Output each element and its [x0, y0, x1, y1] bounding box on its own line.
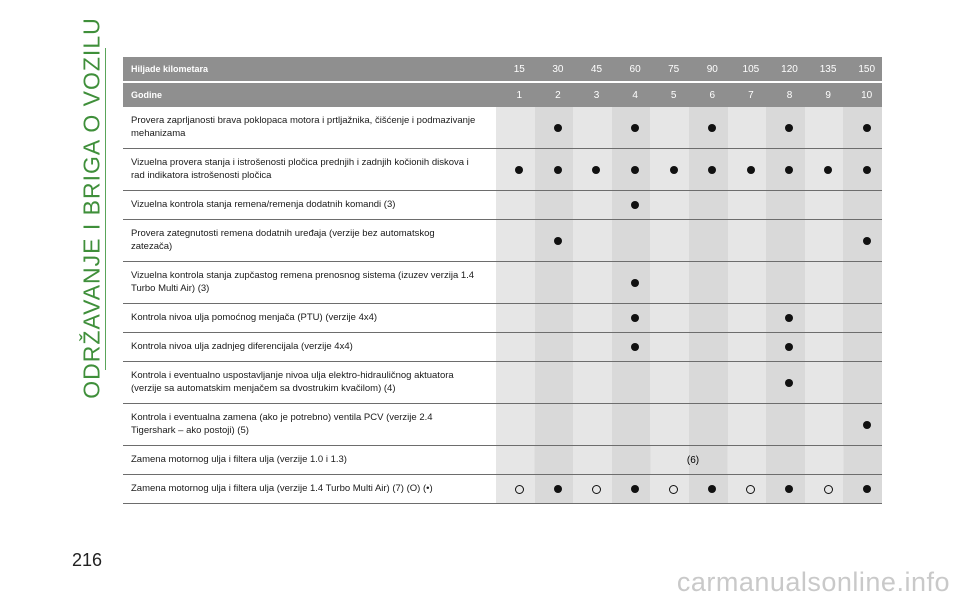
filled-dot-icon — [631, 485, 639, 493]
interval-cell — [496, 191, 535, 219]
header-km-cell: 120 — [781, 63, 798, 75]
interval-cell — [573, 149, 612, 190]
filled-dot-icon — [785, 314, 793, 322]
header-years-label: Godine — [131, 90, 162, 100]
interval-cell — [843, 404, 882, 445]
row-label: Vizuelna provera stanja i istrošenosti pločica prednjih i zadnjih kočionih diskova i rad indikatora istrošenosti pločica — [131, 157, 469, 181]
interval-cell — [612, 304, 651, 332]
interval-cell — [766, 404, 805, 445]
interval-cell — [728, 333, 767, 361]
interval-cell — [805, 404, 844, 445]
hollow-circle-icon — [824, 485, 833, 494]
header-km-cell: 15 — [513, 63, 525, 75]
interval-cell — [689, 262, 728, 303]
filled-dot-icon — [708, 124, 716, 132]
interval-cell — [728, 475, 767, 503]
interval-cell — [496, 107, 535, 148]
interval-cell — [612, 262, 651, 303]
header-year-cell: 6 — [709, 89, 716, 101]
header-year-cell: 3 — [593, 89, 600, 101]
interval-cell — [650, 404, 689, 445]
header-row-years — [123, 83, 882, 107]
filled-dot-icon — [863, 166, 871, 174]
interval-cell — [612, 107, 651, 148]
watermark: carmanualsonline.info — [676, 567, 950, 597]
interval-cell — [535, 220, 574, 261]
interval-cell — [612, 220, 651, 261]
filled-dot-icon — [631, 343, 639, 351]
table-row — [123, 404, 882, 446]
side-title-area — [62, 17, 122, 399]
filled-dot-icon — [554, 166, 562, 174]
interval-cell — [689, 107, 728, 148]
interval-cell — [843, 262, 882, 303]
interval-cell — [689, 362, 728, 403]
interval-cell — [728, 220, 767, 261]
row-label: Kontrola nivoa ulja zadnjeg diferencijala (verzije 4x4) — [131, 341, 353, 352]
row-label: Kontrola nivoa ulja pomoćnog menjača (PTU) (verzije 4x4) — [131, 312, 378, 323]
header-year-cell: 1 — [516, 89, 523, 101]
row-label: Vizuelna kontrola stanja zupčastog remena prenosnog sistema (izuzev verzija 1.4 Turbo Multi Air) (3) — [131, 270, 475, 294]
interval-cell — [573, 404, 612, 445]
interval-cell — [728, 404, 767, 445]
header-km-cell: 135 — [819, 63, 837, 75]
filled-dot-icon — [631, 279, 639, 287]
hollow-circle-icon — [515, 485, 524, 494]
header-km-cell: 30 — [552, 63, 564, 75]
interval-cell — [573, 220, 612, 261]
table-row — [123, 220, 882, 262]
interval-cell — [535, 262, 574, 303]
interval-cell — [766, 304, 805, 332]
filled-dot-icon — [554, 124, 562, 132]
interval-cell — [496, 475, 535, 503]
side-title-rule — [105, 48, 106, 370]
schedule-rows — [123, 107, 882, 504]
filled-dot-icon — [515, 166, 523, 174]
hollow-circle-icon — [746, 485, 755, 494]
side-title: ODRŽAVANJE I BRIGA O VOZILU — [78, 17, 105, 399]
interval-cell — [496, 220, 535, 261]
interval-cell — [805, 475, 844, 503]
interval-cell — [573, 191, 612, 219]
maintenance-schedule-table — [123, 57, 882, 504]
table-row — [123, 446, 882, 475]
table-row — [123, 149, 882, 191]
row-label: Kontrola i eventualno uspostavljanje nivoa ulja elektro-hidrauličnog aktuatora (verzije sa automatskim menjačem sa dvostrukim kvačilom) (4) — [131, 370, 454, 394]
row-label: Provera zategnutosti remena dodatnih uređaja (verzije bez automatskog zatezača) — [131, 228, 435, 252]
interval-cell — [843, 107, 882, 148]
filled-dot-icon — [785, 379, 793, 387]
interval-cell — [650, 220, 689, 261]
interval-cell — [766, 149, 805, 190]
interval-cell — [689, 475, 728, 503]
filled-dot-icon — [554, 485, 562, 493]
interval-cell — [573, 262, 612, 303]
filled-dot-icon — [631, 124, 639, 132]
interval-cell — [612, 404, 651, 445]
interval-cell — [728, 262, 767, 303]
header-km-cell: 150 — [858, 63, 876, 75]
interval-cell — [650, 262, 689, 303]
filled-dot-icon — [863, 421, 871, 429]
filled-dot-icon — [785, 485, 793, 493]
interval-cell — [689, 304, 728, 332]
filled-dot-icon — [708, 485, 716, 493]
filled-dot-icon — [785, 166, 793, 174]
interval-cell — [766, 362, 805, 403]
interval-cell — [766, 475, 805, 503]
table-row — [123, 333, 882, 362]
interval-cell — [728, 149, 767, 190]
header-km-cell: 105 — [742, 63, 760, 75]
filled-dot-icon — [863, 237, 871, 245]
filled-dot-icon — [554, 237, 562, 245]
interval-cell — [535, 362, 574, 403]
row-label: Zamena motornog ulja i filtera ulja (verzije 1.0 i 1.3) — [131, 454, 347, 465]
interval-cell — [805, 107, 844, 148]
interval-cell — [496, 404, 535, 445]
interval-cell — [612, 333, 651, 361]
interval-cell — [496, 149, 535, 190]
interval-cell — [650, 191, 689, 219]
table-row — [123, 475, 882, 504]
span-note-cell: (6) — [496, 446, 882, 474]
interval-cell — [496, 304, 535, 332]
hollow-circle-icon — [592, 485, 601, 494]
interval-cell — [650, 362, 689, 403]
interval-cell — [650, 475, 689, 503]
interval-cell — [689, 149, 728, 190]
interval-cell — [689, 191, 728, 219]
row-label: Zamena motornog ulja i filtera ulja (verzije 1.4 Turbo Multi Air) (7) (O) (•) — [131, 483, 433, 494]
header-year-cell: 7 — [748, 89, 754, 101]
interval-cell — [573, 107, 612, 148]
interval-cell — [650, 333, 689, 361]
header-year-cell: 5 — [670, 89, 677, 101]
interval-cell — [689, 404, 728, 445]
row-label: Provera zaprljanosti brava poklopaca motora i prtljažnika, čišćenje i podmazivanje mehanizama — [131, 115, 476, 139]
interval-cell — [843, 333, 882, 361]
header-km-cell: 75 — [668, 63, 680, 75]
table-row — [123, 262, 882, 304]
header-km-cell: 45 — [590, 63, 603, 75]
interval-cell — [843, 149, 882, 190]
filled-dot-icon — [631, 314, 639, 322]
filled-dot-icon — [631, 166, 639, 174]
header-year-cell: 2 — [555, 89, 561, 101]
table-row — [123, 362, 882, 404]
interval-cell — [728, 107, 767, 148]
interval-cell — [728, 191, 767, 219]
interval-cell — [805, 362, 844, 403]
header-year-cell: 9 — [825, 89, 831, 101]
hollow-circle-icon — [669, 485, 678, 494]
interval-cell — [535, 475, 574, 503]
filled-dot-icon — [670, 166, 678, 174]
interval-cell — [612, 149, 651, 190]
header-km-cell: 90 — [706, 63, 718, 75]
interval-cell — [535, 404, 574, 445]
interval-cell — [766, 262, 805, 303]
interval-cell — [843, 362, 882, 403]
interval-cell — [766, 191, 805, 219]
interval-cell — [805, 262, 844, 303]
interval-cell — [805, 220, 844, 261]
interval-cell — [535, 149, 574, 190]
interval-cell — [573, 304, 612, 332]
filled-dot-icon — [824, 166, 832, 174]
filled-dot-icon — [631, 201, 639, 209]
interval-cell — [535, 304, 574, 332]
interval-cell — [496, 362, 535, 403]
interval-cell — [650, 149, 689, 190]
filled-dot-icon — [863, 485, 871, 493]
interval-cell — [496, 333, 535, 361]
interval-cell — [573, 333, 612, 361]
interval-cell — [805, 191, 844, 219]
interval-cell — [728, 304, 767, 332]
interval-cell — [612, 362, 651, 403]
table-row — [123, 191, 882, 220]
interval-cell — [612, 191, 651, 219]
header-year-cell: 4 — [632, 89, 638, 101]
interval-cell — [805, 333, 844, 361]
header-km-cell: 60 — [629, 63, 641, 75]
interval-cell — [612, 475, 651, 503]
row-label: Kontrola i eventualna zamena (ako je potrebno) ventila PCV (verzije 2.4 Tigershark – ako postoji) (5) — [131, 412, 433, 436]
filled-dot-icon — [747, 166, 755, 174]
header-row-km — [123, 57, 882, 81]
page-number: 216 — [72, 550, 103, 570]
interval-cell — [650, 304, 689, 332]
table-row — [123, 304, 882, 333]
interval-cell — [535, 333, 574, 361]
interval-cell — [843, 220, 882, 261]
interval-cell — [728, 362, 767, 403]
interval-cell — [766, 107, 805, 148]
header-year-cell: 8 — [786, 89, 793, 101]
interval-cell — [573, 362, 612, 403]
interval-cell — [573, 475, 612, 503]
interval-cell — [843, 191, 882, 219]
interval-cell — [843, 304, 882, 332]
interval-cell — [843, 475, 882, 503]
interval-cell — [689, 333, 728, 361]
interval-cell — [689, 220, 728, 261]
interval-cell — [650, 107, 689, 148]
interval-cell — [535, 191, 574, 219]
interval-cell — [805, 304, 844, 332]
interval-cell — [805, 149, 844, 190]
interval-cell — [535, 107, 574, 148]
filled-dot-icon — [785, 124, 793, 132]
header-year-cell: 10 — [861, 89, 873, 101]
filled-dot-icon — [863, 124, 871, 132]
filled-dot-icon — [785, 343, 793, 351]
interval-cell — [766, 333, 805, 361]
row-label: Vizuelna kontrola stanja remena/remenja dodatnih komandi (3) — [131, 199, 396, 210]
header-km-label: Hiljade kilometara — [131, 64, 209, 74]
interval-cell — [766, 220, 805, 261]
table-row — [123, 107, 882, 149]
filled-dot-icon — [708, 166, 716, 174]
interval-cell — [496, 262, 535, 303]
filled-dot-icon — [592, 166, 600, 174]
